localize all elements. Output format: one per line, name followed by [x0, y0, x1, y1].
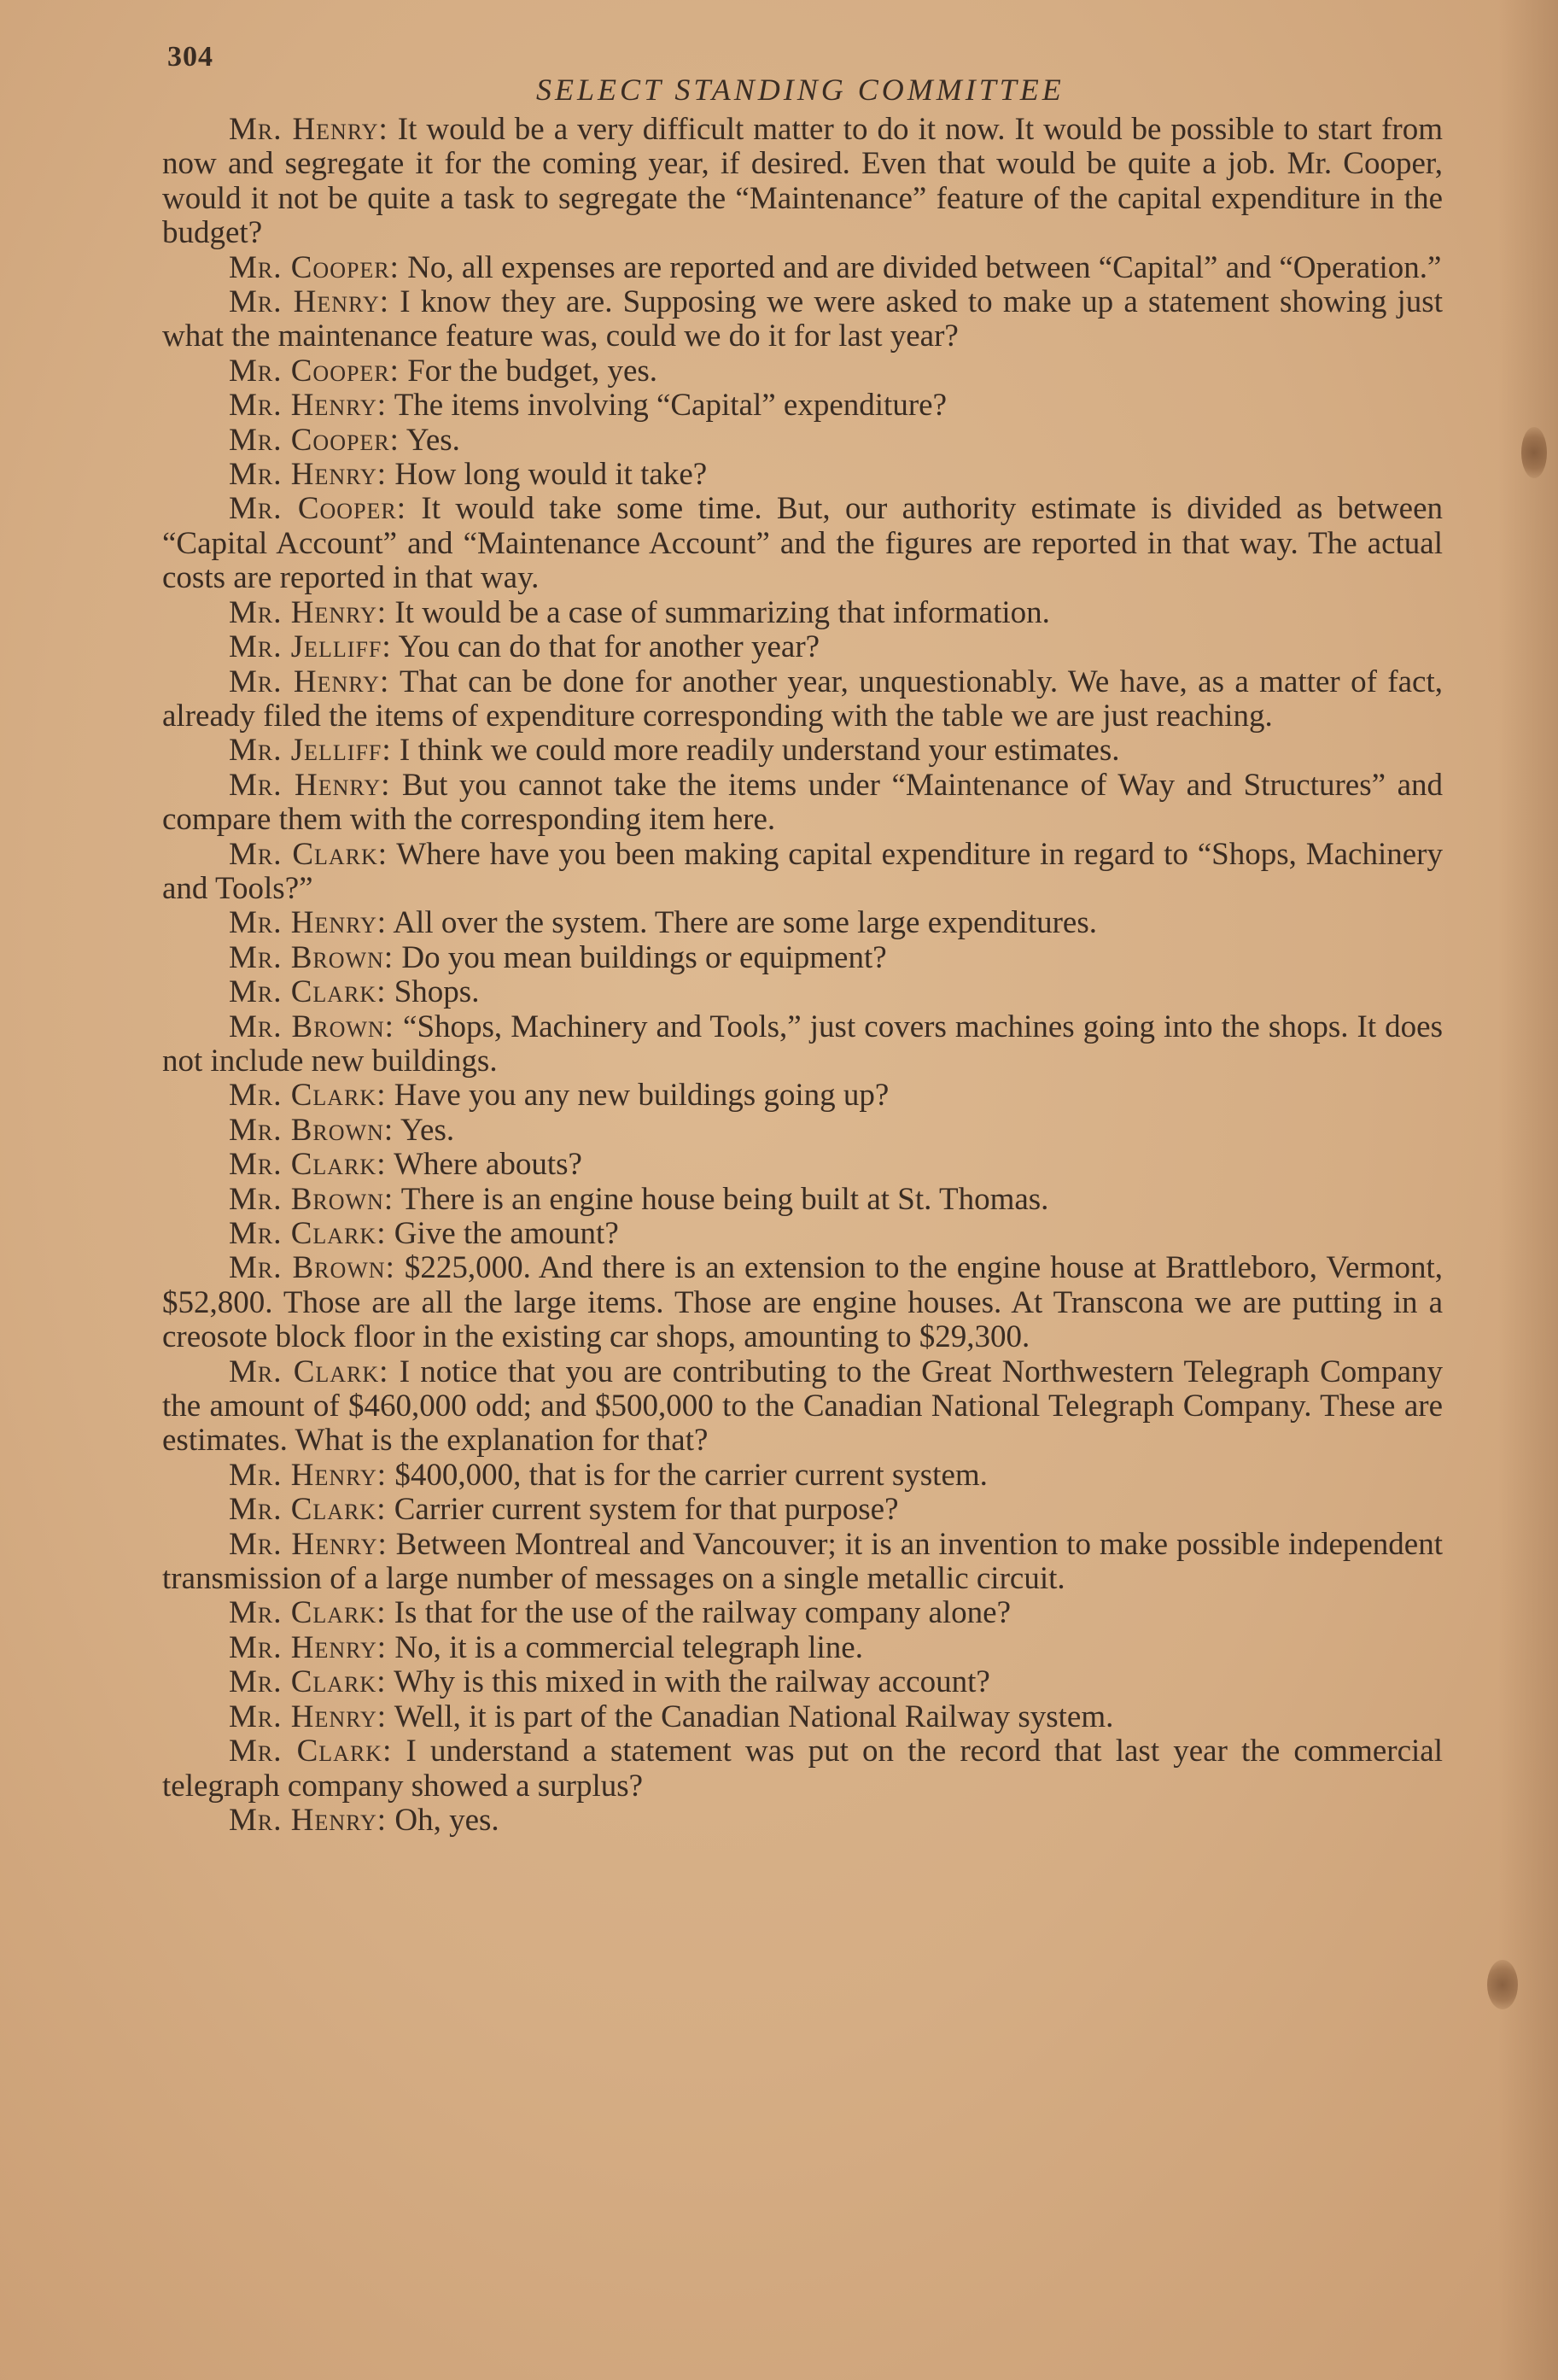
speech-text: Where abouts?	[394, 1147, 582, 1183]
speech-text: “Shops, Machinery and Tools,” just covers machines going into the shops. It does not include new buildings.	[162, 1009, 1443, 1079]
transcript-paragraph	[162, 1459, 1443, 1493]
transcript-paragraph	[162, 1217, 1443, 1251]
transcript-paragraph	[162, 113, 1443, 251]
speech-text: Give the amount?	[394, 1216, 619, 1251]
speaker-label: Mr. Cooper:	[229, 491, 407, 527]
transcript-paragraph	[162, 975, 1443, 1009]
speech-text: It would be a very difficult matter to do it now. It would be possible to start from now and segregate it for the coming year, if desired. Even that would be quite a job. Mr. Cooper, would it not be quite a task to segregate the “Maintenance” feature of the capital expenditure in the budget?	[162, 112, 1444, 251]
speech-text: I think we could more readily understand your estimates.	[399, 733, 1120, 769]
speaker-label: Mr. Clark:	[229, 1078, 387, 1114]
transcript-paragraph	[162, 1631, 1443, 1665]
transcript-paragraph	[162, 769, 1443, 838]
transcript-paragraph	[162, 838, 1443, 907]
speaker-label: Mr. Henry:	[229, 1802, 388, 1838]
speech-text: Is that for the use of the railway company alone?	[394, 1595, 1011, 1631]
speaker-label: Mr. Clark:	[229, 1216, 387, 1251]
speaker-label: Mr. Henry:	[229, 1526, 388, 1562]
speech-text: Yes.	[400, 1112, 455, 1148]
speech-text: Carrier current system for that purpose?	[394, 1492, 899, 1528]
speech-text: How long would it take?	[394, 457, 708, 493]
speech-text: You can do that for another year?	[398, 629, 820, 665]
speech-text: There is an engine house being built at St. Thomas.	[400, 1181, 1049, 1217]
speech-text: $400,000, that is for the carrier current system.	[394, 1457, 988, 1493]
speaker-label: Mr. Henry:	[229, 594, 388, 630]
speaker-label: Mr. Cooper:	[229, 353, 400, 389]
transcript-paragraph	[162, 354, 1443, 389]
transcript-paragraph	[162, 1734, 1443, 1804]
speaker-label: Mr. Clark:	[229, 974, 387, 1010]
speaker-label: Mr. Clark:	[229, 1734, 393, 1769]
speech-text: It would take some time. But, our authority estimate is divided as between “Capital Account” and “Maintenance Account” and the figures are reported in that way. The actual costs are reported in that way.	[162, 491, 1443, 596]
page-number: 304	[167, 41, 213, 73]
speech-text: Between Montreal and Vancouver; it is an invention to make possible independent transmission of a large number of messages on a single metallic circuit.	[162, 1526, 1443, 1597]
transcript-paragraph	[162, 1528, 1443, 1597]
speech-text: I understand a statement was put on the record that last year the commercial telegraph company showed a surplus?	[162, 1734, 1444, 1804]
transcript-paragraph	[162, 1804, 1443, 1838]
speaker-label: Mr. Clark:	[229, 1492, 387, 1528]
speech-text: It would be a case of summarizing that information.	[394, 594, 1050, 630]
speaker-label: Mr. Brown:	[229, 939, 394, 975]
speech-text: The items involving “Capital” expenditure?	[394, 388, 947, 424]
page-blemish	[1487, 1960, 1518, 2009]
transcript-paragraph	[162, 251, 1443, 285]
speaker-label: Mr. Brown:	[229, 1009, 394, 1044]
transcript-paragraph	[162, 1493, 1443, 1527]
speaker-label: Mr. Henry:	[229, 388, 388, 424]
transcript-paragraph	[162, 285, 1443, 354]
speech-text: But you cannot take the items under “Maintenance of Way and Structures” and compare them with the corresponding item here.	[162, 767, 1443, 838]
speech-text: Where have you been making capital expenditure in regard to “Shops, Machinery and Tools?”	[162, 836, 1443, 906]
transcript-paragraph	[162, 630, 1443, 664]
transcript-paragraph	[162, 906, 1443, 940]
page-header	[0, 41, 1558, 109]
transcript-paragraph	[162, 458, 1443, 492]
speaker-label: Mr. Clark:	[229, 836, 388, 872]
speaker-label: Mr. Clark:	[229, 1147, 387, 1183]
speaker-label: Mr. Henry:	[229, 1457, 388, 1493]
speech-text: Yes.	[406, 422, 460, 458]
speaker-label: Mr. Cooper:	[229, 249, 400, 285]
speaker-label: Mr. Henry:	[229, 112, 388, 147]
speaker-label: Mr. Henry:	[229, 1699, 388, 1734]
speech-text: I know they are. Supposing we were asked to make up a statement showing just what the maintenance feature was, could we do it for last year?	[162, 284, 1443, 354]
speech-text: Have you any new buildings going up?	[394, 1078, 890, 1114]
transcript-paragraph	[162, 596, 1443, 630]
speaker-label: Mr. Henry:	[229, 905, 388, 941]
speech-text: $225,000. And there is an extension to the engine house at Brattleboro, Vermont, $52,800. Those are all the large items. Those are engine houses. At Transcona we are putting in a creosote block floor in the existing car shops, amounting to $29,300.	[162, 1250, 1444, 1355]
transcript-paragraph	[162, 1079, 1443, 1113]
speech-text: Oh, yes.	[394, 1802, 499, 1838]
speaker-label: Mr. Cooper:	[229, 422, 400, 458]
speech-text: No, all expenses are reported and are divided between “Capital” and “Operation.”	[407, 249, 1442, 285]
running-title: SELECT STANDING COMMITTEE	[536, 73, 1065, 107]
page-blemish	[1521, 427, 1547, 478]
speaker-label: Mr. Brown:	[229, 1250, 395, 1286]
transcript-paragraph	[162, 1596, 1443, 1630]
speaker-label: Mr. Jelliff:	[229, 629, 392, 665]
transcript-paragraph	[162, 734, 1443, 768]
transcript-paragraph	[162, 941, 1443, 975]
transcript-paragraph	[162, 1700, 1443, 1734]
speaker-label: Mr. Henry:	[229, 457, 388, 493]
speaker-label: Mr. Brown:	[229, 1181, 394, 1217]
transcript-paragraph	[162, 1148, 1443, 1182]
speaker-label: Mr. Clark:	[229, 1664, 387, 1700]
transcript-paragraph	[162, 1010, 1443, 1079]
speaker-label: Mr. Henry:	[229, 767, 391, 803]
speech-text: No, it is a commercial telegraph line.	[394, 1629, 863, 1665]
transcript-paragraph	[162, 1183, 1443, 1217]
transcript-body	[162, 113, 1443, 1838]
transcript-paragraph	[162, 1355, 1443, 1459]
transcript-paragraph	[162, 1114, 1443, 1148]
speech-text: Why is this mixed in with the railway account?	[394, 1664, 990, 1700]
transcript-paragraph	[162, 492, 1443, 595]
speaker-label: Mr. Clark:	[229, 1354, 389, 1389]
speech-text: I notice that you are contributing to the Great Northwestern Telegraph Company the amount of $460,000 odd; and $500,000 to the Canadian National Telegraph Company. These are estimates. What is the explanation for that?	[162, 1354, 1444, 1459]
speaker-label: Mr. Brown:	[229, 1112, 394, 1148]
speaker-label: Mr. Henry:	[229, 1629, 388, 1665]
transcript-paragraph	[162, 1251, 1443, 1354]
speech-text: Shops.	[394, 974, 480, 1010]
transcript-paragraph	[162, 1665, 1443, 1699]
speech-text: For the budget, yes.	[407, 353, 658, 389]
transcript-paragraph	[162, 665, 1443, 734]
speech-text: Well, it is part of the Canadian National Railway system.	[394, 1699, 1114, 1734]
speech-text: Do you mean buildings or equipment?	[401, 939, 887, 975]
transcript-paragraph	[162, 389, 1443, 423]
speaker-label: Mr. Clark:	[229, 1595, 387, 1631]
speaker-label: Mr. Henry:	[229, 664, 390, 699]
transcript-paragraph	[162, 424, 1443, 458]
speech-text: That can be done for another year, unquestionably. We have, as a matter of fact, already filed the items of expenditure corresponding with the table we are just reaching.	[162, 664, 1443, 734]
speaker-label: Mr. Henry:	[229, 284, 390, 320]
speech-text: All over the system. There are some large expenditures.	[393, 905, 1098, 941]
speaker-label: Mr. Jelliff:	[229, 733, 392, 769]
